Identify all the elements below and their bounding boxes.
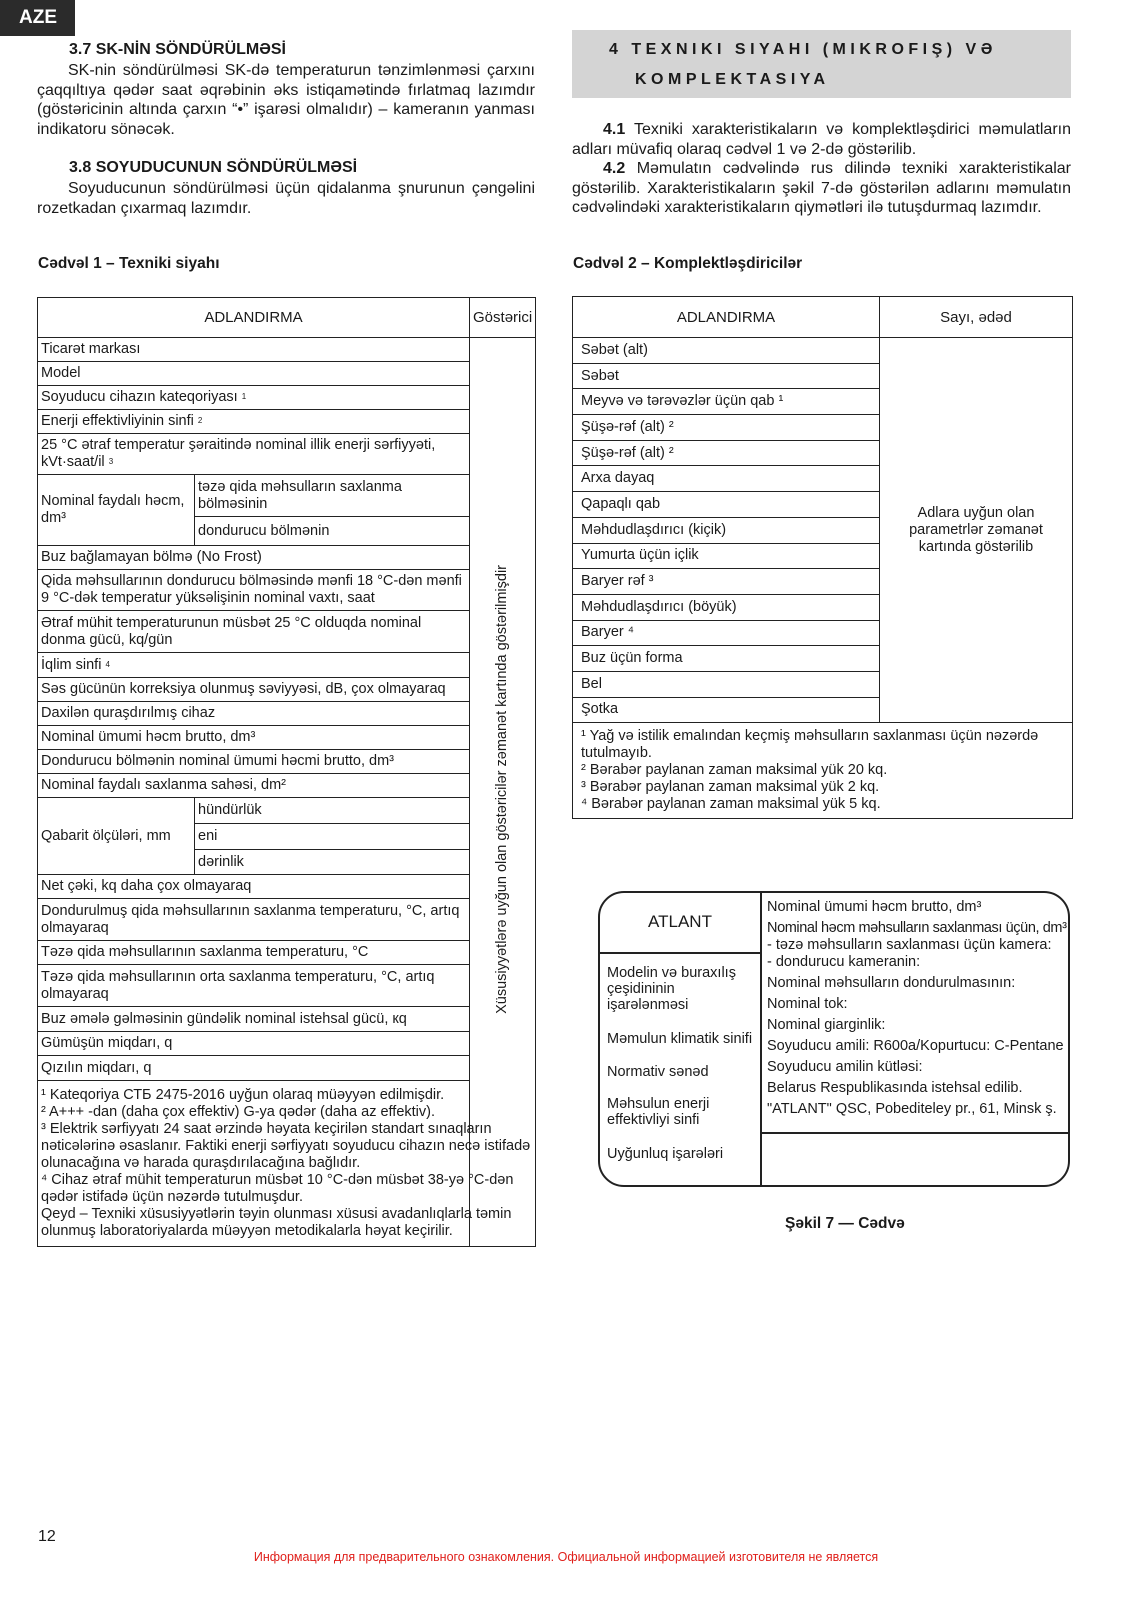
plate-left-column xyxy=(600,893,762,1185)
table-row: Bel xyxy=(573,671,880,697)
footnote: ⁴ Bərabər paylanan zaman maksimal yük 5 kq. xyxy=(581,796,881,813)
table-row: Net çəki, kq daha çox olmayaraq xyxy=(38,875,470,899)
header-value: Göstərici xyxy=(470,298,536,338)
table-row: Qabarit ölçüləri, mm xyxy=(38,798,195,875)
footnote: ³ Bərabər paylanan zaman maksimal yük 2 kq. xyxy=(581,779,880,796)
table1-caption: Cədvəl 1 – Texniki siyahı xyxy=(38,255,220,272)
table-subrow: dərinlik xyxy=(195,850,470,875)
merged-value: Adlara uyğun olan parametrlər zəmanət kartında göstərilib xyxy=(880,338,1073,723)
disclaimer: Информация для предварительного ознакомления. Официальной информацией изготовителя не является xyxy=(253,1550,879,1564)
plate-label: Məhsulun enerji effektivliyi sinfi xyxy=(607,1096,710,1128)
table-row: Məhdudlaşdırıcı (kiçik) xyxy=(573,517,880,543)
footnote: ³ Elektrik sərfiyyatı 24 saat ərzində həyata keçirilən standart sınaqların nəticələrinə əsaslanır. Faktiki enerji sərfiyyatı soyuducu cihazın necə istifadə olunacağına və harada quraşdırılacağına bağlıdır. xyxy=(41,1121,531,1171)
plate-field: - təzə məhsulların saxlanması üçün kamera: xyxy=(767,937,1052,953)
table-row: Dondurulmuş qida məhsullarının saxlanma temperaturu, °C, artıq olmayaraq xyxy=(38,899,470,941)
plate-field: Nominal ümumi həcm brutto, dm³ xyxy=(767,899,982,915)
technical-list-table xyxy=(37,297,536,1247)
section-3-8-title: 3.8 SOYUDUCUNUN SÖNDÜRÜLMƏSİ xyxy=(69,159,358,176)
section-4-title-line2: KOMPLEKTASIYA xyxy=(635,71,830,88)
table-row: Enerji effektivliyinin sinfi $^2$ xyxy=(38,410,470,434)
plate-field: - dondurucu kameranin: xyxy=(767,954,921,970)
table-subrow: dondurucu bölmənin xyxy=(195,517,470,546)
vertical-note: Xüsusiyyətlərə uyğun olan göstəricilər zəmanət kartında göstərilmişdir xyxy=(470,338,536,1247)
plate-right-column xyxy=(762,893,1068,1134)
plate-label: Modelin və buraxılış çeşidininin işarələnməsi xyxy=(607,965,736,1013)
table-row: Ətraf mühit temperaturunun müsbət 25 °C olduqda nominal donma gücü, kq/gün xyxy=(38,611,470,653)
section-3-7-text: SK-nin söndürülməsi SK-də temperaturun tənzimlənməsi çarxını çaqqıltıya qədər saat əqrəbinin əks istiqamətində fırlatmaq lazımdır (göstəricinin altında çarxın “•” işarəsi olmalıdır) – kameranın yanması indikatoru sönəcək. xyxy=(37,62,535,138)
plate-field: Soyuducu amilin kütləsi: xyxy=(767,1059,923,1075)
page-number: 12 xyxy=(38,1528,56,1545)
table-row: Səbət (alt) xyxy=(573,338,880,364)
table-row: Təzə qida məhsullarının saxlanma temperaturu, °C xyxy=(38,941,470,965)
table-row: Yumurta üçün içlik xyxy=(573,543,880,569)
table-row: Baryer ⁴ xyxy=(573,620,880,646)
table1-footnotes xyxy=(38,1081,536,1247)
para-text: Texniki xarakteristikaların və komplektləşdirici məmulatların adları müvafiq olaraq cədvəl 1 və 2-də göstərilib. xyxy=(572,121,1071,158)
table-row: Səbət xyxy=(573,363,880,389)
table-row: Məhdudlaşdırıcı (böyük) xyxy=(573,594,880,620)
plate-field: Soyuducu amili: R600a/Kopurtucu: C-Pentane xyxy=(767,1038,1064,1054)
table-row: Qapaqlı qab xyxy=(573,492,880,518)
footnote: ² Bərabər paylanan zaman maksimal yük 20 kq. xyxy=(581,762,888,779)
rating-plate-figure xyxy=(598,891,1070,1187)
plate-label: Normativ sənəd xyxy=(607,1064,709,1080)
table-row: Daxilən quraşdırılmış cihaz xyxy=(38,702,470,726)
language-tab: AZE xyxy=(0,0,75,36)
plate-field: "ATLANT" QSC, Pobediteley pr., 61, Minsk ş. xyxy=(767,1101,1057,1117)
table-row: Nominal faydalı saxlanma sahəsi, dm² xyxy=(38,774,470,798)
figure-caption: Şəkil 7 — Cədvə xyxy=(785,1215,905,1232)
table-subrow: təzə qida məhsulların saxlanma bölməsinin xyxy=(195,475,470,517)
para-text: Məmulatın cədvəlində rus dilində texniki xarakteristikalar göstərilib. Xarakteristikaların şəkil 7-də göstərilən adlarını məmulatın cədvəlindəki xarakteristikaların qiymətləri ilə tutuşdurmaq lazımdır. xyxy=(572,160,1071,216)
footnote: ¹ Yağ və istilik emalından keçmiş məhsulların saxlanması üçün nəzərdə tutulmayıb. xyxy=(581,728,1039,762)
table-row: Buz üçün forma xyxy=(573,646,880,672)
table2-footnotes xyxy=(573,723,1073,819)
table-row: Soyuducu cihazın kateqoriyası $^1$ xyxy=(38,386,470,410)
table-row: Nominal faydalı həcm, dm³ xyxy=(38,475,195,546)
table-row: Buz bağlamayan bölmə (No Frost) xyxy=(38,546,470,570)
table-row: Arxa dayaq xyxy=(573,466,880,492)
table-row: Ticarət markası xyxy=(38,338,470,362)
section-4-title-line1: 4 TEXNIKI SIYAHI (MIKROFIŞ) VƏ xyxy=(609,41,997,58)
table-row: Şotka xyxy=(573,697,880,723)
section-4-2-text xyxy=(572,159,1071,218)
table-row: Model xyxy=(38,362,470,386)
table-row: Təzə qida məhsullarının orta saxlanma temperaturu, °C, artıq olmayaraq xyxy=(38,965,470,1007)
table2-caption: Cədvəl 2 – Komplektləşdiricilər xyxy=(573,255,803,272)
plate-field: Belarus Respublikasında istehsal edilib. xyxy=(767,1080,1023,1096)
header-name: ADLANDIRMA xyxy=(573,297,880,338)
header-name: ADLANDIRMA xyxy=(38,298,470,338)
plate-label: Uyğunluq işarələri xyxy=(607,1146,724,1162)
table-row: Qızılın miqdarı, q xyxy=(38,1056,470,1081)
table-row: Gümüşün miqdarı, q xyxy=(38,1032,470,1056)
table-row: Dondurucu bölmənin nominal ümumi həcmi brutto, dm³ xyxy=(38,750,470,774)
table-subrow: eni xyxy=(195,824,470,850)
components-table xyxy=(572,296,1073,819)
table-row: İqlim sinfi $^4$ xyxy=(38,653,470,678)
plate-field: Nominal məhsulların dondurulmasının: xyxy=(767,975,1016,991)
table-row: Şüşə-rəf (alt) ² xyxy=(573,415,880,441)
footnote: ⁴ Cihaz ətraf mühit temperaturun müsbət 10 °C-dən müsbət 38-yə °C-dən qədər istifadə üçün nəzərdə tutulmuşdur. xyxy=(41,1172,514,1205)
table-row: 25 °C ətraf temperatur şəraitində nominal illik enerji sərfiyyəti, kVt·saat/il $^3$ xyxy=(38,434,470,475)
section-4-heading xyxy=(572,30,1071,98)
para-number: 4.1 xyxy=(603,121,626,138)
table-row: Nominal ümumi həcm brutto, dm³ xyxy=(38,726,470,750)
plate-label: Məmulun klimatik sinifi xyxy=(607,1031,753,1047)
footnote: ¹ Kateqoriya СТБ 2475-2016 uyğun olaraq müəyyən edilmişdir. xyxy=(41,1087,445,1103)
plate-brand: ATLANT xyxy=(600,893,760,954)
plate-field: Nominal giarginlik: xyxy=(767,1017,886,1033)
footnote: Qeyd – Texniki xüsusiyyətlərin təyin olunması xüsusi avadanlıqlarla təmin olunmuş laboratoriyalarda müəyyən metodikalarla həyat keçirilir. xyxy=(41,1206,512,1239)
table-row: Baryer rəf ³ xyxy=(573,569,880,595)
table-row: Meyvə və tərəvəzlər üçün qab ¹ xyxy=(573,389,880,415)
plate-field: Nominal tok: xyxy=(767,996,848,1012)
section-3-7-title: 3.7 SK-NİN SÖNDÜRÜLMƏSİ xyxy=(69,41,286,58)
para-number: 4.2 xyxy=(603,160,626,177)
table-row: Buz əmələ gəlməsinin gündəlik nominal istehsal gücü, кq xyxy=(38,1007,470,1032)
header-value: Sayı, ədəd xyxy=(880,297,1073,338)
footnote: ² A+++ -dan (daha çox effektiv) G-ya qədər (daha az effektiv). xyxy=(41,1104,435,1120)
section-4-1-text xyxy=(572,120,1071,159)
table-row: Qida məhsullarının dondurucu bölməsində mənfi 18 °C-dən mənfi 9 °C-dək temperatur yüksəlişinin nominal vaxtı, saat xyxy=(38,570,470,611)
table-row: Səs gücünün korreksiya olunmuş səviyyəsi, dB, çox olmayaraq xyxy=(38,678,470,702)
table-subrow: hündürlük xyxy=(195,798,470,824)
table-row: Şüşə-rəf (alt) ² xyxy=(573,440,880,466)
plate-field: Nominal həcm məhsulların saxlanması üçün, dm³ xyxy=(767,920,1067,936)
section-3-8-text: Soyuducunun söndürülməsi üçün qidalanma şnurunun çəngəlini rozetkadan çıxarmaq lazımdır. xyxy=(37,180,535,217)
